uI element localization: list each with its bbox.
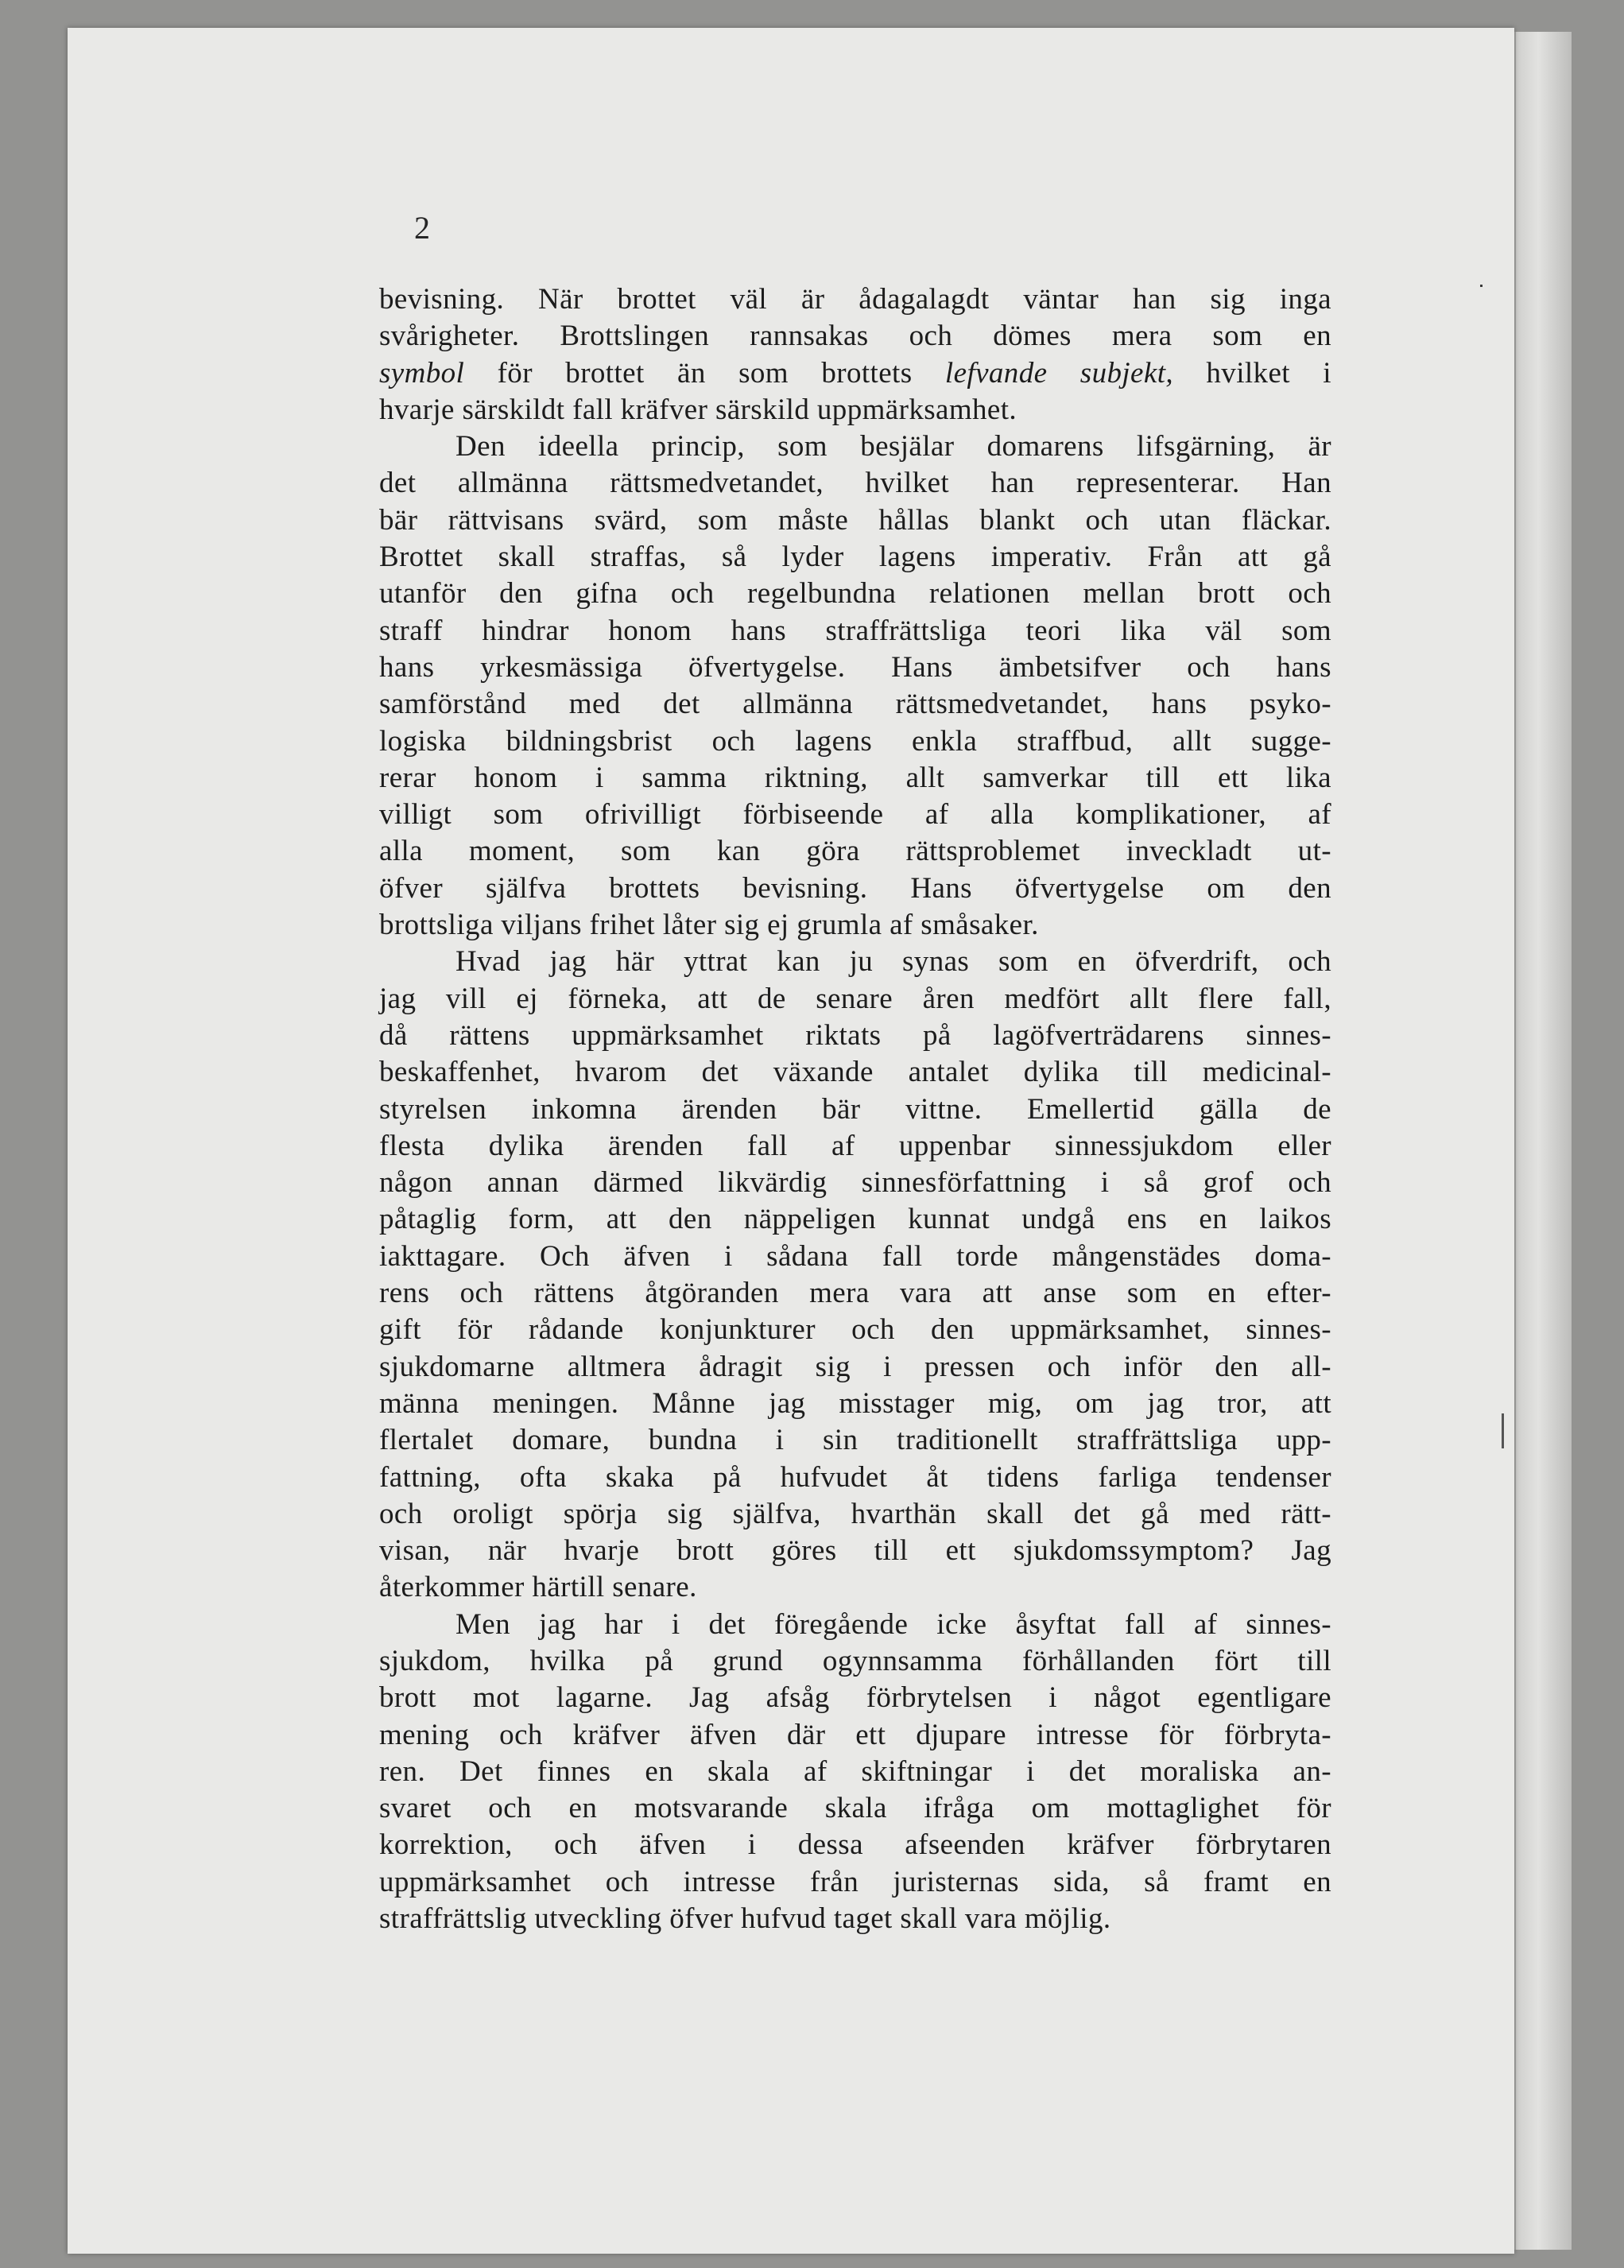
text-line: utanför den gifna och regelbundna relationen mellan brott och [379,577,1331,611]
scan-speck [1480,285,1483,287]
text-line: det allmänna rättsmedvetandet, hvilket han representerar. Han [379,467,1331,500]
text-line: rens och rättens åtgöranden mera vara att anse som en efter- [379,1277,1331,1310]
italic-phrase: lefvande subjekt, [944,356,1174,390]
text-line: mening och kräfver äfven där ett djupare intresse för förbryta- [379,1718,1331,1751]
text-line: svårigheter. Brottslingen rannsakas och dömes mera som en [379,320,1331,353]
text-line: männa meningen. Månne jag misstager mig, om jag tror, att [379,1386,1331,1420]
text-line: bevisning. När brottet väl är ådagalagdt väntar han sig inga [379,283,1331,316]
text-line: någon annan därmed likvärdig sinnesförfattning i så grof och [379,1166,1331,1200]
text-line: styrelsen inkomna ärenden bär vittne. Emellertid gälla de [379,1092,1331,1126]
text-line: fattning, ofta skaka på hufvudet åt tidens farliga tendenser [379,1460,1331,1494]
text-line: jag vill ej förneka, att de senare åren medfört allt flere fall, [379,982,1331,1015]
text-line: visan, när hvarje brott göres till ett sjukdomssymptom? Jag [379,1534,1331,1568]
text-line: då rättens uppmärksamhet riktats på lagöfverträdarens sinnes- [379,1018,1331,1052]
text-line: beskaffenhet, hvarom det växande antalet dylika till medicinal- [379,1056,1331,1089]
text-line: alla moment, som kan göra rättsproblemet inveckladt ut- [379,835,1331,868]
text-line: brottsliga viljans frihet låter sig ej grumla af småsaker. [379,909,1039,942]
text-line: svaret och en motsvarande skala ifråga om mottaglighet för [379,1792,1331,1825]
text-line: villigt som ofrivilligt förbiseende af alla komplikationer, af [379,798,1331,832]
text-line: brott mot lagarne. Jag afsåg förbrytelsen i något egentligare [379,1681,1331,1715]
text-line [379,355,1331,392]
text-line: hans yrkesmässiga öfvertygelse. Hans ämbetsifver och hans [379,650,1331,684]
text-line: sjukdom, hvilka på grund ogynnsamma förhållanden fört till [379,1644,1331,1677]
text-line: bär rättvisans svärd, som måste hållas blankt och utan fläckar. [379,503,1331,537]
text-run: för brottet än som brottets [464,356,945,390]
text-line: öfver själfva brottets bevisning. Hans öfvertygelse om den [379,871,1331,905]
text-line: Men jag har i det föregående icke åsyftat fall af sinnes- [455,1607,1331,1641]
text-line: Den ideella princip, som besjälar domarens lifsgärning, är [455,430,1331,463]
text-line: straff hindrar honom hans straffrättsliga teori lika väl som [379,614,1331,647]
text-line: uppmärksamhet och intresse från juristernas sida, så framt en [379,1865,1331,1898]
text-line: ren. Det finnes en skala af skiftningar i det moraliska an- [379,1754,1331,1788]
text-line: iakttagare. Och äfven i sådana fall torde mångenstädes doma- [379,1239,1331,1273]
text-line: Hvad jag här yttrat kan ju synas som en öfverdrift, och [455,945,1331,979]
text-line: hvarje särskildt fall kräfver särskild uppmärksamhet. [379,393,1017,426]
text-line: påtaglig form, att den näppeligen kunnat undgå ens en laikos [379,1203,1331,1236]
text-line: sjukdomarne alltmera ådragit sig i pressen och inför den all- [379,1350,1331,1383]
text-line: straffrättslig utveckling öfver hufvud taget skall vara möjlig. [379,1902,1111,1936]
text-line: logiska bildningsbrist och lagens enkla straffbud, allt sugge- [379,724,1331,758]
page-number: 2 [414,210,430,246]
text-run: hvilket i [1173,356,1331,390]
text-line: Brottet skall straffas, så lyder lagens imperativ. Från att gå [379,541,1331,574]
italic-phrase: symbol [379,356,465,390]
text-line: gift för rådande konjunkturer och den uppmärksamhet, sinnes- [379,1313,1331,1347]
text-line: återkommer härtill senare. [379,1571,697,1604]
text-line: samförstånd med det allmänna rättsmedvetandet, hans psyko- [379,688,1331,721]
text-line: flesta dylika ärenden fall af uppenbar sinnessjukdom eller [379,1129,1331,1162]
body-text [379,281,1331,1937]
text-line: flertalet domare, bundna i sin traditionellt straffrättsliga upp- [379,1424,1331,1457]
text-line: korrektion, och äfven i dessa afseenden kräfver förbrytaren [379,1828,1331,1862]
text-line: rerar honom i samma riktning, allt samverkar till ett lika [379,761,1331,794]
scan-speck [1502,1413,1504,1448]
text-line: och oroligt spörja sig själfva, hvarthän skall det gå med rätt- [379,1497,1331,1530]
next-page-edge [1514,32,1572,2250]
